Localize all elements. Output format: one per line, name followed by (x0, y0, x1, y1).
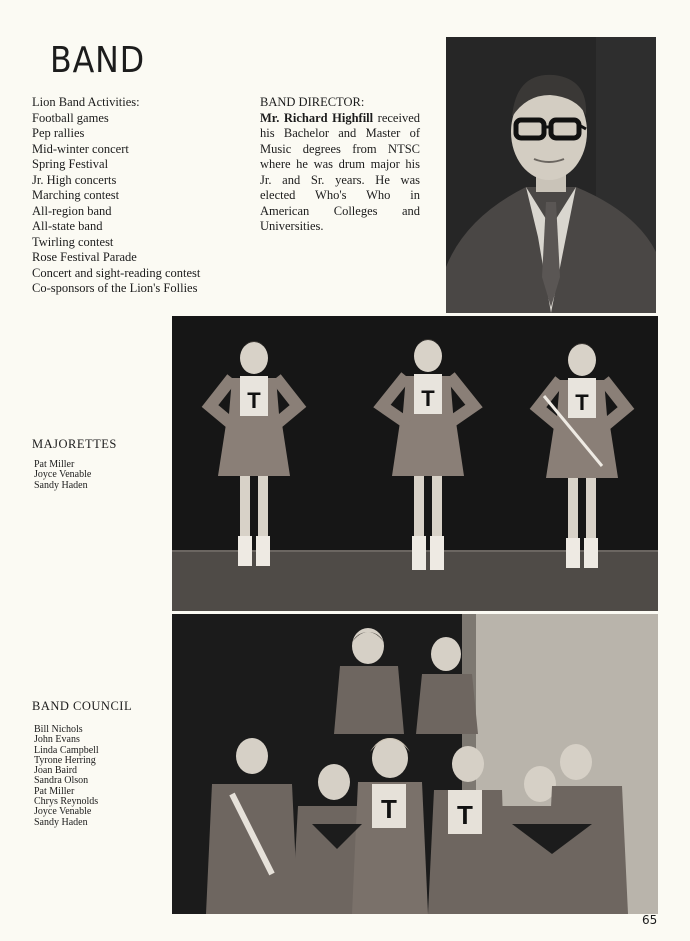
activities-list (32, 95, 200, 297)
council-member-name: Tyrone Herring (34, 754, 96, 766)
council-member-name: Bill Nichols (34, 724, 83, 735)
majorette-name: Sandy Haden (34, 479, 88, 491)
council-member-name: John Evans (34, 734, 80, 746)
band-council-names (34, 725, 99, 828)
director-photo (446, 37, 656, 313)
majorette-name: Pat Miller (34, 459, 75, 470)
uniform-letter: T (457, 800, 473, 830)
activity-item: Twirling contest (32, 234, 114, 249)
uniform-letter: T (575, 390, 589, 415)
activity-item: Pep rallies (32, 126, 85, 140)
uniform-letter: T (247, 388, 261, 413)
activity-item: All-state band (32, 219, 103, 233)
band-council-image (172, 614, 658, 914)
majorettes-image (172, 316, 658, 611)
director-block (260, 95, 420, 235)
council-member-name: Pat Miller (34, 785, 75, 797)
director-portrait-image (446, 37, 656, 313)
majorettes-heading: MAJORETTES (32, 437, 117, 451)
page-title: BAND (50, 40, 146, 81)
uniform-letter: T (421, 386, 435, 411)
activity-item: Concert and sight-reading contest (32, 265, 201, 280)
council-member-name: Sandy Haden (34, 816, 88, 828)
activity-item: Co-sponsors of the Lion's Follies (32, 281, 198, 295)
council-member-name: Sandra Olson (34, 775, 89, 787)
activity-item: Marching contest (32, 188, 120, 202)
activity-item: All-region band (32, 203, 112, 218)
director-bio (260, 111, 420, 235)
uniform-letter: T (381, 794, 397, 824)
council-member-name: Chrys Reynolds (34, 796, 99, 808)
band-council-heading: BAND COUNCIL (32, 699, 133, 713)
band-council-photo (172, 614, 658, 914)
majorettes-names (34, 460, 91, 491)
council-member-name: Joyce Venable (34, 806, 92, 818)
director-name: Mr. Richard Highfill (260, 110, 374, 125)
activities-heading: Lion Band Activities: (32, 95, 140, 109)
majorettes-photo (172, 316, 658, 611)
activity-item: Spring Festival (32, 157, 109, 171)
activity-item: Football games (32, 110, 109, 125)
activity-item: Rose Festival Parade (32, 250, 137, 264)
director-bio-text: received his Bachelor and Master of Music degrees from NTSC where he was drum major his Jr. and Sr. years. He was elected Who's Who in American Colleges and Universities. (260, 110, 421, 233)
page-number: 65 (642, 913, 658, 927)
council-member-name: Joan Baird (34, 765, 78, 777)
activity-item: Jr. High concerts (32, 172, 117, 187)
director-heading: BAND DIRECTOR: (260, 95, 365, 109)
activity-item: Mid-winter concert (32, 141, 129, 156)
majorette-name: Joyce Venable (34, 469, 92, 481)
council-member-name: Linda Campbell (34, 744, 99, 756)
